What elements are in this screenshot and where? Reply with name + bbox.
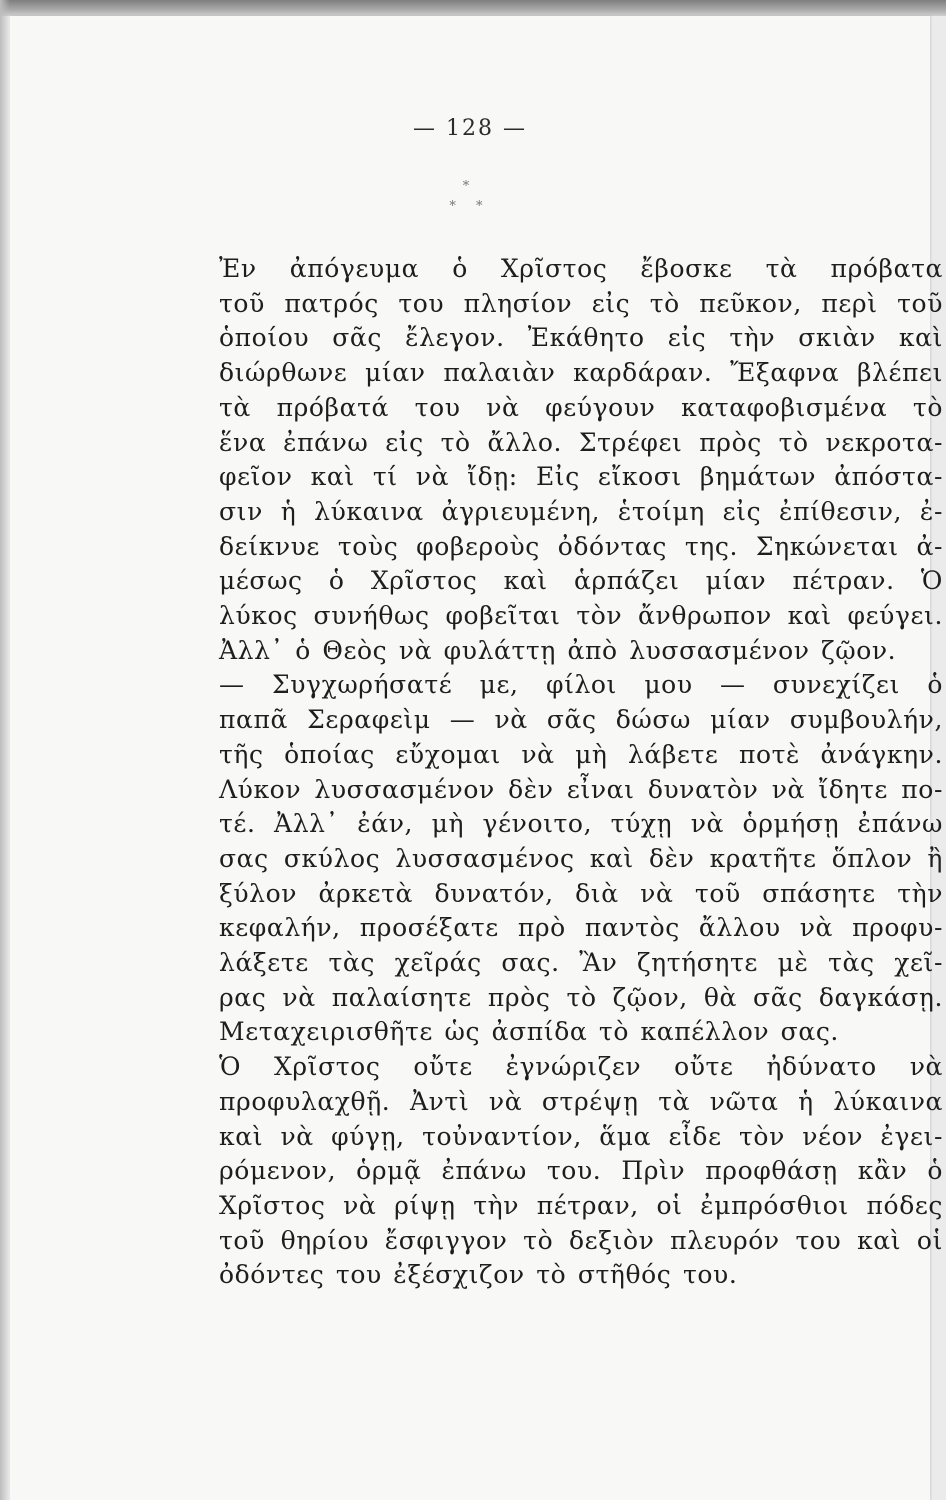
text-line: διώρθωνε μίαν παλαιὰν καρδάραν. Ἔξαφνα βλέπει [219,358,943,388]
text-line: σιν ἡ λύκαινα ἀγριευμένη, ἑτοίμη εἰς ἐπίθεσιν, ἐ- [219,496,943,526]
text-line: δείκνυε τοὺς φοβεροὺς ὀδόντας της. Σηκώνεται ἀ- [219,531,943,561]
text-line: φεῖον καὶ τί νὰ ἴδῃ: Εἰς εἴκοσι βημάτων ἀπόστα- [219,462,943,492]
section-ornament-bottom: * * [449,199,491,214]
text-line: Χρῖστος νὰ ρίψῃ τὴν πέτραν, οἱ ἐμπρόσθιοι πόδες [219,1190,943,1220]
text-line: παπᾶ Σεραφεὶμ — νὰ σᾶς δώσω μίαν συμβουλήν, [219,705,943,735]
text-line: ρόμενον, ὁρμᾷ ἐπάνω του. Πρὶν προφθάσῃ κἂν ὁ [219,1156,943,1186]
text-line: Ὁ Χρῖστος οὔτε ἐγνώριζεν οὔτε ἠδύνατο νὰ [219,1052,943,1082]
text-line: τοῦ θηρίου ἔσφιγγον τὸ δεξιὸν πλευρόν του καὶ οἱ [219,1225,943,1255]
text-line: Λύκον λυσσασμένον δὲν εἶναι δυνατὸν νὰ ἴδητε πο- [219,774,943,804]
text-line: μέσως ὁ Χρῖστος καὶ ἁρπάζει μίαν πέτραν. Ὁ [219,566,943,596]
text-line: προφυλαχθῇ. Ἀντὶ νὰ στρέψῃ τὰ νῶτα ἡ λύκαινα [219,1086,943,1116]
text-line: τέ. Ἀλλ᾽ ἐάν, μὴ γένοιτο, τύχῃ νὰ ὁρμήσῃ ἐπάνω [219,809,943,839]
text-line: ὁποίου σᾶς ἔλεγον. Ἐκάθητο εἰς τὴν σκιὰν καὶ [219,323,943,353]
text-line: σας σκύλος λυσσασμένος καὶ δὲν κρατῆτε ὅπλον ἢ [219,843,943,873]
book-top-edge [0,0,946,16]
text-line: Ἐν ἀπόγευμα ὁ Χρῖστος ἔβοσκε τὰ πρόβατα [219,254,943,283]
text-line: Μεταχειρισθῆτε ὡς ἀσπίδα τὸ καπέλλον σας. [219,1017,839,1047]
text-line: τῆς ὁποίας εὔχομαι νὰ μὴ λάβετε ποτὲ ἀνάγκην. [219,739,943,769]
section-ornament-top: * [462,179,478,194]
text-line: τοῦ πατρός του πλησίον εἰς τὸ πεῦκον, περὶ τοῦ [219,288,943,318]
text-line: ἕνα ἐπάνω εἰς τὸ ἄλλο. Στρέφει πρὸς τὸ νεκροτα- [219,427,943,457]
text-line: λύκος συνήθως φοβεῖται τὸν ἄνθρωπον καὶ φεύγει. [219,601,943,631]
text-line: — Συγχωρήσατέ με, φίλοι μου — συνεχίζει ὁ [219,670,943,700]
text-line: ξύλον ἀρκετὰ δυνατόν, διὰ νὰ τοῦ σπάσητε τὴν [219,878,943,908]
body-text [219,252,943,1293]
text-line: κεφαλήν, προσέξατε πρὸ παντὸς ἄλλου νὰ προφυ- [219,913,943,943]
text-line: ὀδόντες του ἐξέσχιζον τὸ στῆθός του. [219,1260,738,1290]
text-line: τὰ πρόβατά του νὰ φεύγουν καταφοβισμένα τὸ [219,392,943,422]
text-line: Ἀλλ᾽ ὁ Θεὸς νὰ φυλάττῃ ἀπὸ λυσσασμένον ζῷον. [219,635,897,665]
text-line: καὶ νὰ φύγῃ, τοὐναντίον, ἅμα εἶδε τὸν νέον ἐγει- [219,1121,943,1151]
book-page [10,16,943,1500]
text-line: λάξετε τὰς χεῖράς σας. Ἂν ζητήσητε μὲ τὰς χεῖ- [219,948,943,978]
page-number: — 128 — [413,116,527,141]
text-line: ρας νὰ παλαίσητε πρὸς τὸ ζῷον, θὰ σᾶς δαγκάσῃ. [219,982,943,1012]
spine-shadow [0,0,10,1500]
